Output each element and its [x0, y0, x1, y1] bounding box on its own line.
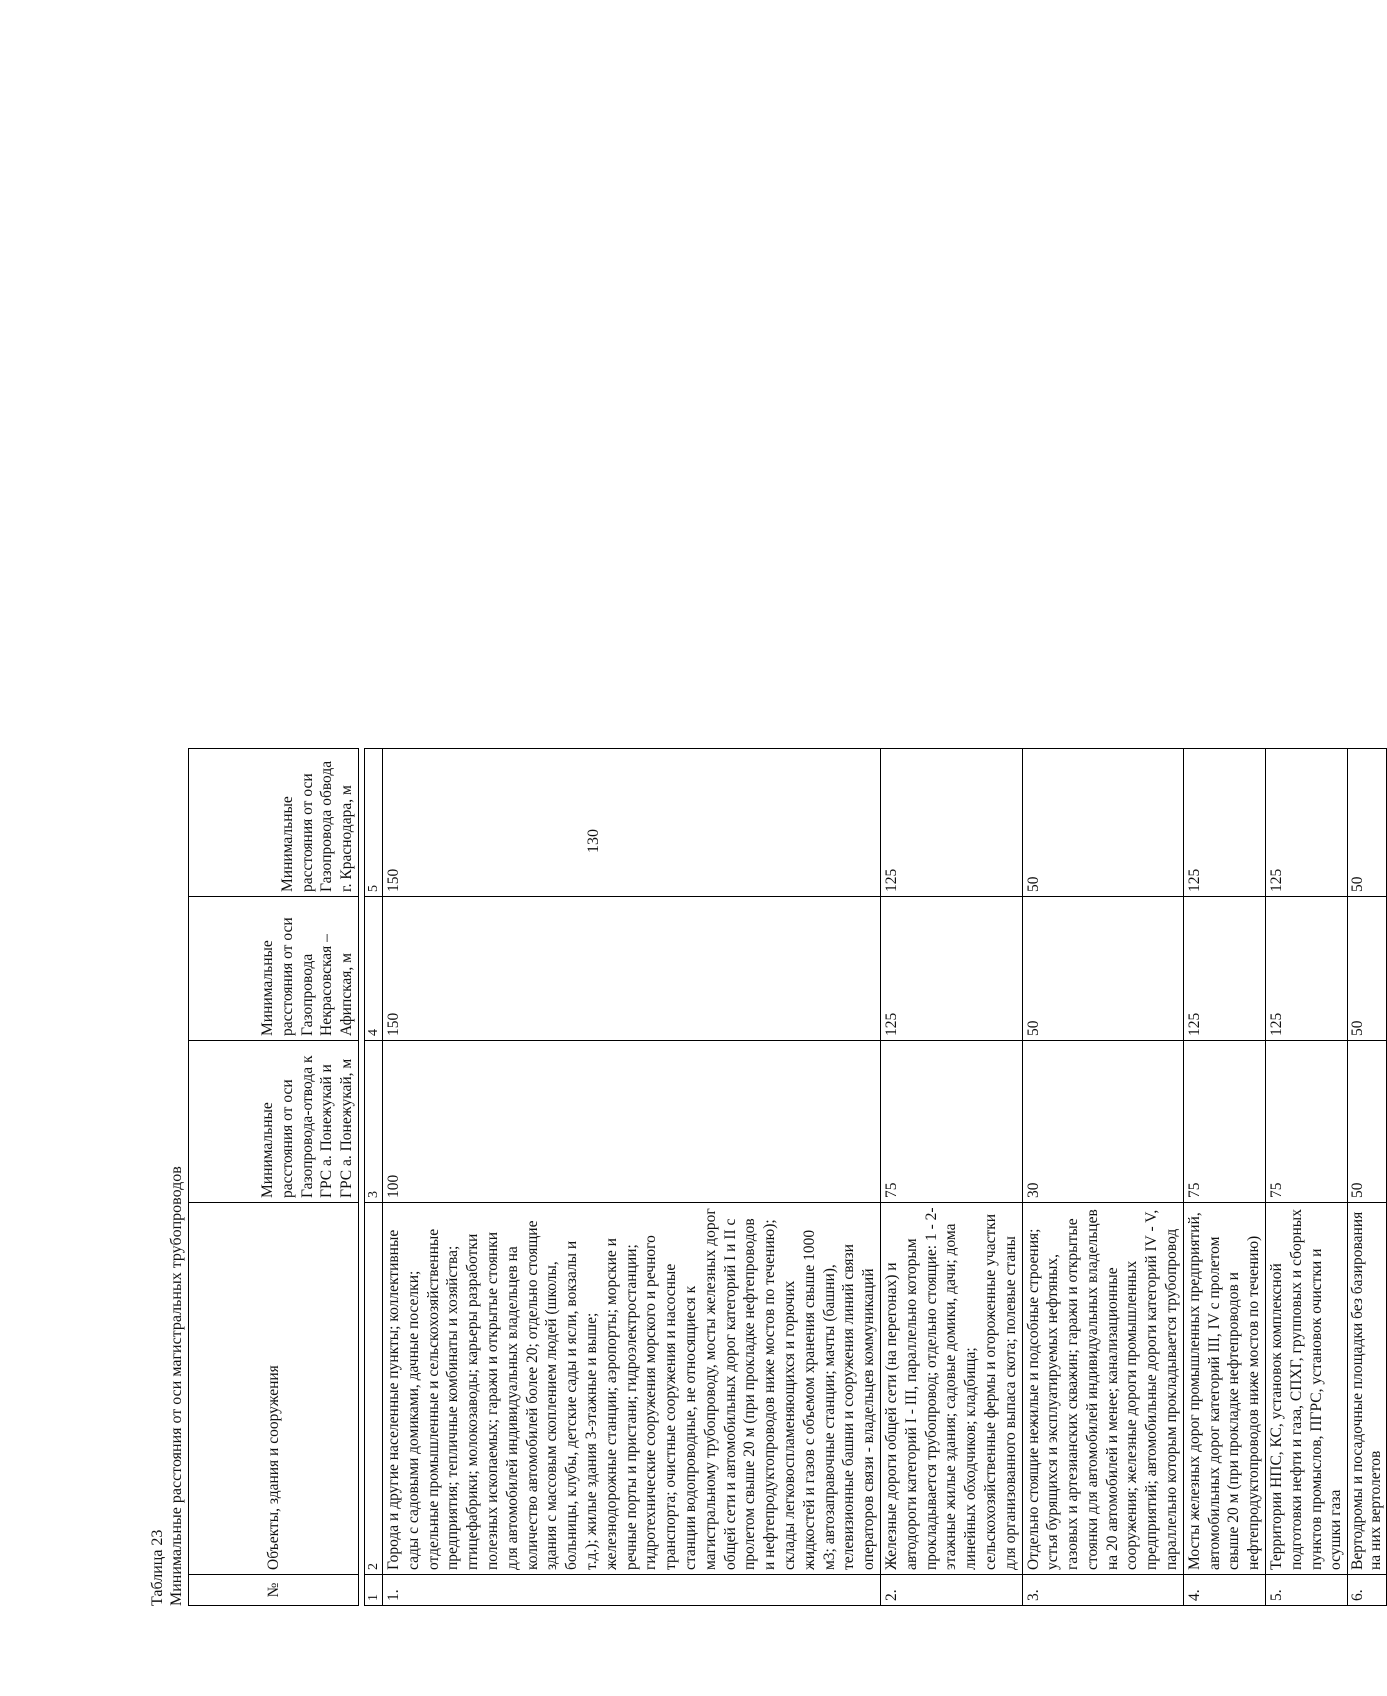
table-row: [880, 749, 1022, 1606]
row-number: 5.: [1266, 1575, 1348, 1606]
row-dist-nekrasovskaya: 125: [1183, 897, 1265, 1041]
row-dist-ponezhukai: 100: [383, 1041, 881, 1203]
row-objects: Территории НПС, КС, установок комплексной подготовки нефти и газа, СПХГ, групповых и сборных пунктов промыслов, ПГРС, установок очистки и осушки газа: [1266, 1203, 1348, 1575]
header-num: №: [189, 1575, 359, 1606]
row-objects: Мосты железных дорог промышленных предприятий, автомобильных дорог категорий III, IV с пролетом свыше 20 м (при прокладке нефтепроводов и нефтепродуктопроводов ниже мостов по течению): [1183, 1203, 1265, 1575]
row-objects: Города и другие населенные пункты; коллективные сады с садовыми домиками, дачные поселки; отдельные промышленные и сельскохозяйственные предприятия; тепличные комбинаты и хозяйства; птицефабрики; молокозаводы; карьеры разработки полезных ископаемых; гаражи и открытые стоянки для автомобилей индивидуальных владельцев на количество автомобилей более 20; отдельно стоящие здания с массовым скоплением людей (школы, больницы, клубы, детские сады и ясли, вокзалы и т.д.); жилые здания 3-этажные и выше; железнодорожные станции; аэропорты; морские и речные порты и пристани; гидроэлектростанции; гидротехнические сооружения морского и речного транспорта; очистные сооружения и насосные станции водопроводные, не относящиеся к магистральному трубопроводу, мосты железных дорог общей сети и автомобильных дорог категорий I и II с пролетом свыше 20 м (при прокладке нефтепроводов и нефтепродуктопроводов ниже мостов по течению); склады легковоспламеняющихся и горючих жидкостей и газов с объемом хранения свыше 1000 м3; автозаправочные станции; мачты (башни), телевизионные башни и сооружения линий связи операторов связи - владельцев коммуникаций: [383, 1203, 881, 1575]
row-dist-ponezhukai: 75: [1266, 1041, 1348, 1203]
column-number: 4: [365, 897, 383, 1041]
page-number: 130: [585, 829, 602, 853]
row-dist-nekrasovskaya: 125: [880, 897, 1022, 1041]
row-dist-ponezhukai: 50: [1348, 1041, 1387, 1203]
row-dist-krasnodar: 125: [1266, 749, 1348, 897]
row-dist-nekrasovskaya: 50: [1348, 897, 1387, 1041]
column-number-row: [365, 749, 383, 1606]
row-dist-krasnodar: 150: [383, 749, 881, 897]
row-dist-krasnodar: 50: [1022, 749, 1183, 897]
column-number: 3: [365, 1041, 383, 1203]
table-body: [364, 748, 1387, 1606]
row-dist-ponezhukai: 30: [1022, 1041, 1183, 1203]
header-dist-ponezhukai: Минимальные расстояния от оси Газопровода-отвода к ГРС а. Понежукай и ГРС а. Понежукай, м: [189, 1041, 359, 1203]
row-objects: Железные дороги общей сети (на перегонах) и автодороги категорий I - III, параллельно которым прокладывается трубопровод; отдельно стоящие: 1 - 2-этажные жилые здания; садовые домики, дачи; дома линейных обходчиков; кладбища; сельскохозяйственные фермы и огороженные участки для организованного выпаса скота; полевые станы: [880, 1203, 1022, 1575]
row-objects: Вертодромы и посадочные площадки без базирования на них вертолетов: [1348, 1203, 1387, 1575]
row-dist-krasnodar: 125: [1183, 749, 1265, 897]
header-dist-krasnodar: Минимальные расстояния от оси Газопровода обвода г. Краснодара, м: [189, 749, 359, 897]
row-dist-ponezhukai: 75: [880, 1041, 1022, 1203]
table-row: [1266, 749, 1348, 1606]
header-objects: Объекты, здания и сооружения: [189, 1203, 359, 1575]
table-caption: [148, 106, 186, 1606]
row-dist-ponezhukai: 75: [1183, 1041, 1265, 1203]
column-number: 1: [365, 1575, 383, 1606]
row-number: 4.: [1183, 1575, 1265, 1606]
table-header: [188, 748, 359, 1606]
row-number: 6.: [1348, 1575, 1387, 1606]
table-row: [1348, 749, 1387, 1606]
table-row: [1183, 749, 1265, 1606]
table-row: [383, 749, 881, 1606]
row-dist-krasnodar: 50: [1348, 749, 1387, 897]
row-dist-krasnodar: 125: [880, 749, 1022, 897]
row-dist-nekrasovskaya: 125: [1266, 897, 1348, 1041]
row-objects: Отдельно стоящие нежилые и подсобные строения; устья бурящихся и эксплуатируемых нефтяных, газовых и артезианских скважин; гаражи и открытые стоянки для автомобилей индивидуальных владельцев на 20 автомобилей и менее; канализационные сооружения; железные дороги промышленных предприятий; автомобильные дороги категорий IV - V, параллельно которым прокладывается трубопровод: [1022, 1203, 1183, 1575]
table-label: Таблица 23: [149, 1529, 166, 1606]
rotated-page-content: [148, 106, 1385, 1606]
column-number: 2: [365, 1203, 383, 1575]
row-number: 3.: [1022, 1575, 1183, 1606]
column-number: 5: [365, 749, 383, 897]
row-number: 2.: [880, 1575, 1022, 1606]
table-title: Минимальные расстояния от оси магистральных трубопроводов: [168, 1166, 185, 1606]
row-dist-nekrasovskaya: 50: [1022, 897, 1183, 1041]
row-number: 1.: [383, 1575, 881, 1606]
row-dist-nekrasovskaya: 150: [383, 897, 881, 1041]
table-row: [1022, 749, 1183, 1606]
header-dist-nekrasovskaya: Минимальные расстояния от оси Газопровода Некрасовская – Афипская, м: [189, 897, 359, 1041]
